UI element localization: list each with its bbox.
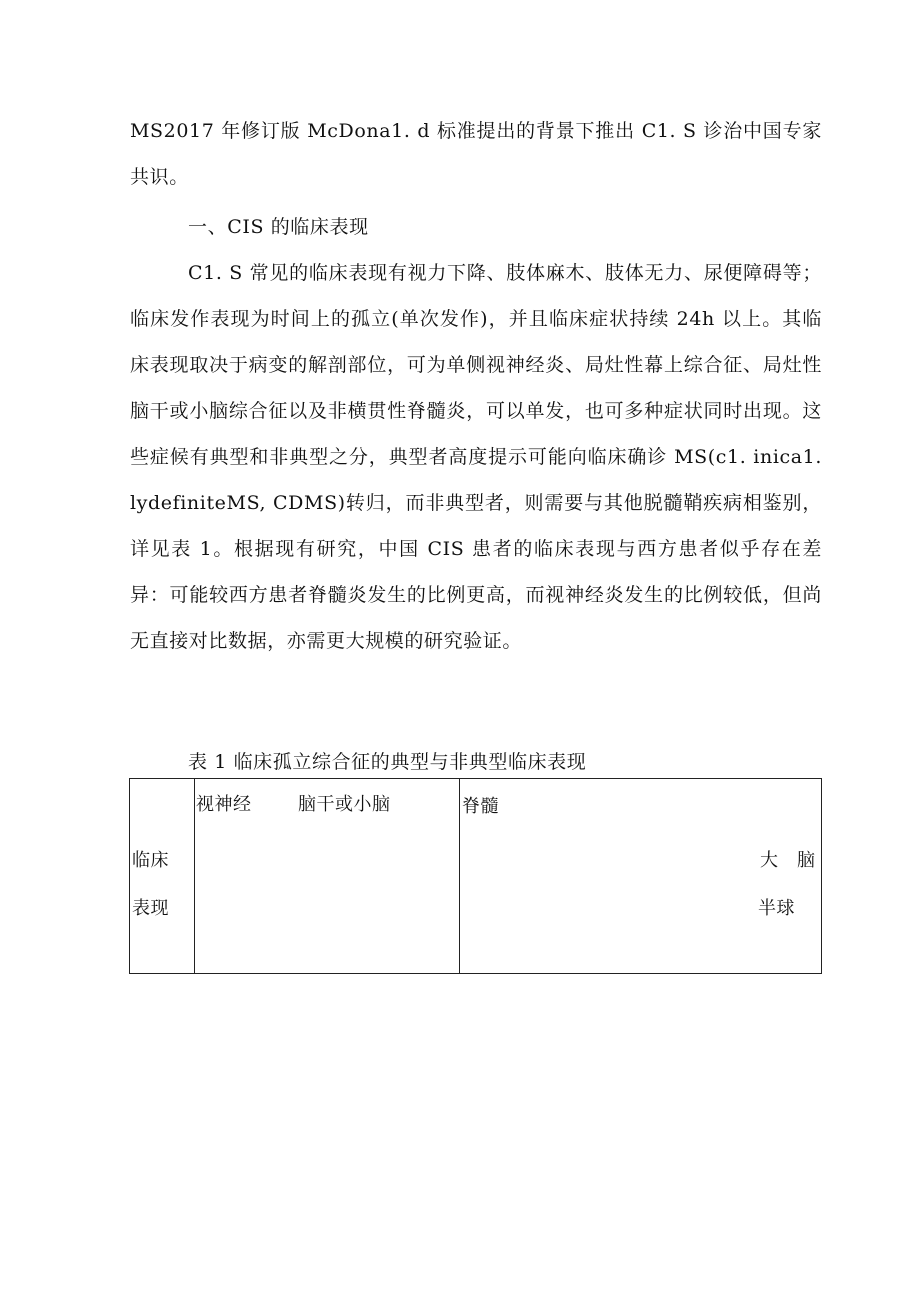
row-header-clinical-line1: 临床 <box>132 850 169 871</box>
paragraph-intro-continuation: MS2017 年修订版 McDona1. d 标准提出的背景下推出 C1. S 诊治中国专家共识。 <box>130 120 822 188</box>
table-column-divider <box>459 779 460 973</box>
paragraph-clinical-features: C1. S 常见的临床表现有视力下降、肢体麻木、肢体无力、尿便障碍等；临床发作表现为时间上的孤立(单次发作)，并且临床症状持续 24h 以上。其临床表现取决于病变的解剖部位，可为单侧视神经炎、局灶性幕上综合征、局灶性脑干或小脑综合征以及非横贯性脊髓炎，可以单发，也可多种症状同时出现。这些症候有典型和非典型之分，典型者高度提示可能向临床确诊 MS(c1. inica1. lydefiniteMS, CDMS)转归，而非典型者，则需要与其他脱髓鞘疾病相鉴别，详见表 1。根据现有研究，中国 CIS 患者的临床表现与西方患者似乎存在差异：可能较西方患者脊髓炎发生的比例更高，而视神经炎发生的比例较低，但尚无直接对比数据，亦需更大规模的研究验证。 <box>130 262 822 652</box>
table-caption: 表 1 临床孤立综合征的典型与非典型临床表现 <box>188 751 587 773</box>
section-heading-cis-clinical-features: 一、CIS 的临床表现 <box>188 216 369 238</box>
table-column-divider <box>194 779 195 973</box>
column-header-optic-nerve: 视神经 <box>196 794 252 815</box>
column-header-brainstem-cerebellum: 脑干或小脑 <box>298 794 391 815</box>
row-header-clinical-line2: 表现 <box>132 898 169 919</box>
column-header-cerebral-line2: 半球 <box>758 898 795 919</box>
column-header-cerebral-line1: 大 脑 <box>760 850 816 871</box>
clinical-features-table <box>129 778 822 974</box>
column-header-spinal-cord: 脊髓 <box>462 796 499 817</box>
